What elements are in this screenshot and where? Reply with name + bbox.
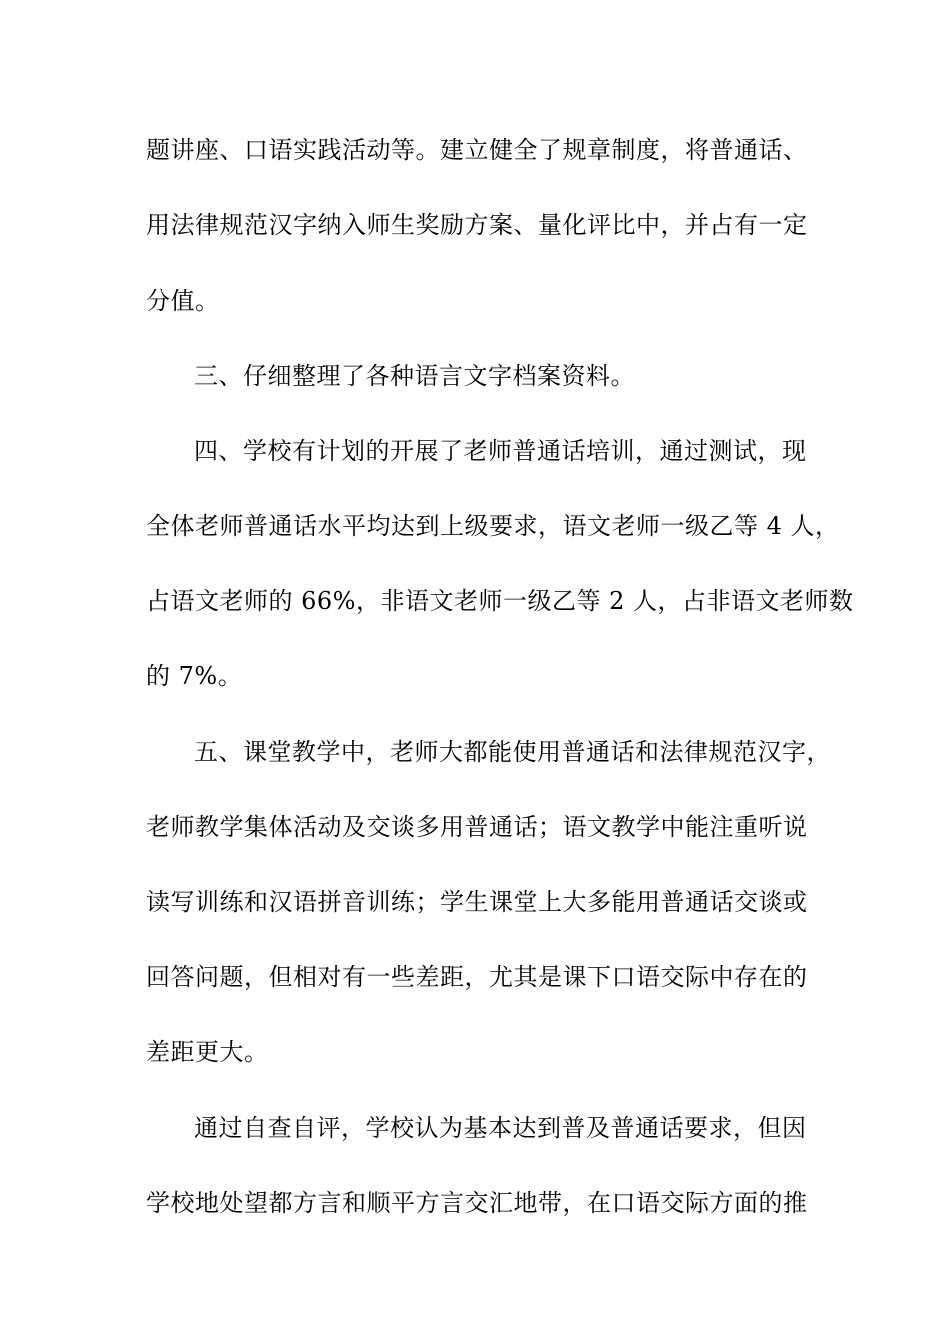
paragraph-line: 三、仔细整理了各种语言文字档案资料。 bbox=[194, 362, 635, 390]
paragraph-line: 学校地处望都方言和顺平方言交汇地带，在口语交际方面的推 bbox=[146, 1189, 808, 1217]
paragraph-line: 通过自查自评，学校认为基本达到普及普通话要求，但因 bbox=[194, 1114, 807, 1142]
paragraph-line: 五、课堂教学中，老师大都能使用普通话和法律规范汉字， bbox=[194, 738, 831, 766]
paragraph-line: 的 7%。 bbox=[146, 662, 243, 690]
paragraph-line: 老师教学集体活动及交谈多用普通话；语文教学中能注重听说 bbox=[146, 813, 808, 841]
paragraph-line: 读写训练和汉语拼音训练；学生课堂上大多能用普通话交谈或 bbox=[146, 888, 808, 916]
paragraph-line: 占语文老师的 66%，非语文老师一级乙等 2 人，占非语文老师数 bbox=[146, 587, 854, 615]
paragraph-line: 全体老师普通话水平均达到上级要求，语文老师一级乙等 4 人， bbox=[146, 512, 840, 540]
paragraph-line: 分值。 bbox=[146, 287, 220, 315]
paragraph-line: 用法律规范汉字纳入师生奖励方案、量化评比中，并占有一定 bbox=[146, 211, 808, 239]
paragraph-line: 四、学校有计划的开展了老师普通话培训，通过测试，现 bbox=[194, 437, 807, 465]
paragraph-line: 回答问题，但相对有一些差距，尤其是课下口语交际中存在的 bbox=[146, 963, 808, 991]
paragraph-line: 题讲座、口语实践活动等。建立健全了规章制度，将普通话、 bbox=[146, 136, 808, 164]
paragraph-line: 差距更大。 bbox=[146, 1038, 269, 1066]
